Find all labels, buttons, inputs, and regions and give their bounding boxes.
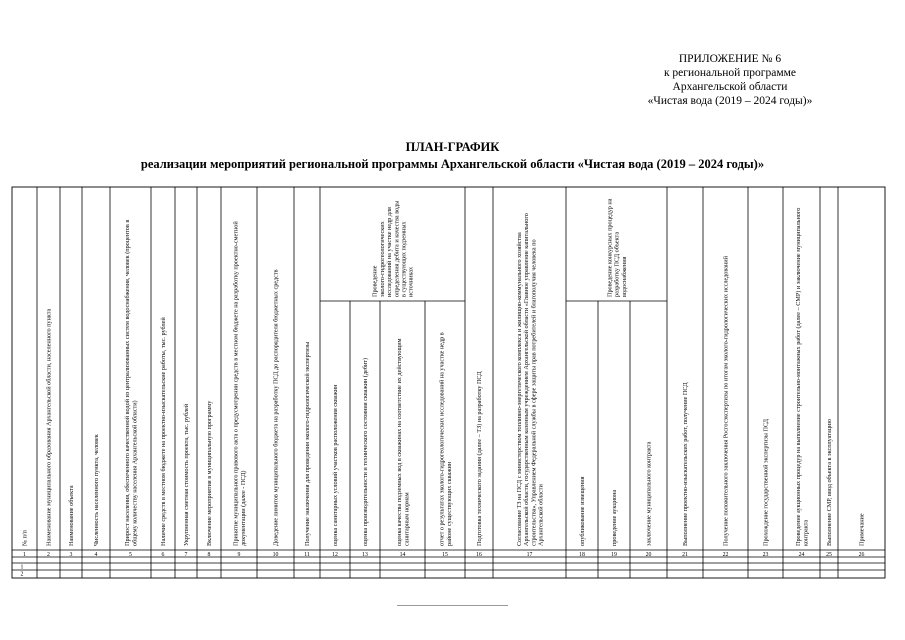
column-number: 3 [69, 551, 73, 558]
column-header-text: оценка производительности и технического состояния скважин (дебит) [362, 357, 370, 546]
column-header-text: опубликование извещения [579, 476, 587, 546]
column-number: 20 [645, 551, 652, 558]
appendix-line: ПРИЛОЖЕНИЕ № 6 [678, 53, 782, 65]
column-header-text: Принятие муниципального правового акта о предусмотрении средств в местном бюджете на разработку проектно-сметнойдокументации (далее - ПСД) [232, 221, 247, 546]
column-header-text: Укрупненная сметная стоимость проекта, тыс. рублей [183, 403, 191, 546]
column-number: 10 [272, 551, 279, 558]
column-number: 14 [399, 551, 406, 558]
column-number: 21 [682, 551, 688, 558]
group-header-eco: Проведениеэколого-гидрогеологическихисследований на участке недр дляопределения дебита и качества водыв существующих подземныхисточниках [371, 200, 415, 297]
appendix-line: Архангельской области [672, 81, 788, 93]
document-subtitle: реализации мероприятий региональной программы Архангельской области «Чистая вода (2019 – 2024 годы)» [140, 157, 765, 171]
column-number: 1 [23, 551, 26, 558]
column-header-text: № п/п [21, 530, 29, 546]
column-number: 8 [207, 551, 211, 558]
column-number: 19 [611, 551, 617, 558]
column-header-text: Выполнение проектно-изыскательских работ, получение ПСД [682, 382, 690, 546]
footer-line [397, 605, 508, 606]
row-number: 1 [20, 564, 24, 571]
column-number: 4 [94, 551, 98, 558]
column-header-text: заключение муниципального контракта [645, 441, 653, 546]
row-number: 2 [20, 571, 24, 578]
column-header-text: Проведение аукционных процедур на выполнение строительно-монтажных работ (далее – СМР) и заключение муниципальногоконтракта [795, 207, 810, 546]
column-number: 25 [826, 551, 832, 558]
column-number: 15 [442, 551, 448, 558]
appendix-line: к региональной программе [663, 67, 797, 79]
column-header-text: Согласование ТЗ на ПСД с министерством топливно-энергетического комплекса и жилищно-коммунального хозяйстваАрхангельской области, государственным казенным учреждением Архангельской области «Главное управление капитальногостроительства», Управлением Федеральной службы в сфере защиты прав потребителей и благополучия человека поАрхангельской области [515, 213, 545, 546]
column-header-text: Получение заключения для проведения эколого-гидрологической экспертизы [304, 341, 312, 546]
column-number: 26 [858, 551, 865, 558]
group-header-auction: Проведение конкурсных процедур наразработку ПСД объектаводоснабжения [606, 198, 628, 297]
column-header-text: отчет о результатах эколого-гидрогеологических исследований на участке недр врайоне существующих скважин [438, 332, 453, 546]
column-number: 11 [304, 551, 310, 558]
column-header-text: Примечание [858, 513, 866, 546]
column-number: 6 [161, 551, 165, 558]
column-header-text: Наименование муниципального образования Архангельской области, населенного пункта [45, 308, 53, 546]
column-number: 12 [332, 551, 338, 558]
column-header-text: Подготовка технического задания (далее – ТЗ) на разработку ПСД [476, 371, 484, 546]
appendix-line: «Чистая вода (2019 – 2024 годы)» [647, 95, 813, 107]
column-header-text: Выполнение СМР, ввод объекта в эксплуатацию [826, 419, 834, 546]
column-header-text: Численность населенного пункта, человек [93, 434, 101, 546]
column-header-text: Наименование объекта [68, 485, 76, 546]
column-header-text: оценка качества подземных вод в скважинах на соответствие их действующимсанитарным нормам [396, 338, 411, 546]
column-number: 5 [129, 551, 132, 558]
column-number: 22 [722, 551, 729, 558]
column-header-text: оценка санитарных условий участков расположения скважин [332, 384, 340, 546]
column-number: 2 [47, 551, 50, 558]
column-number: 18 [579, 551, 585, 558]
column-number: 7 [184, 551, 188, 558]
column-number: 16 [476, 551, 482, 558]
column-number: 9 [237, 551, 241, 558]
document-title: ПЛАН-ГРАФИК [405, 140, 500, 154]
column-number: 13 [362, 551, 368, 558]
column-number: 23 [762, 551, 769, 558]
column-number: 24 [798, 551, 805, 558]
column-header-text: проведение аукциона [611, 489, 619, 546]
column-header-text: Прирост населения, обеспеченного качественной водой из централизованных систем водоснабжения, человек (процентов вобщему количеству населения Архангельской области) [124, 219, 139, 546]
column-header-text: Включение мероприятия в муниципальную программу [206, 400, 214, 546]
column-number: 17 [526, 551, 533, 558]
column-header-text: Доведение лимитов муниципального бюджета на разработку ПСД до распорядителя бюджетных средств [272, 269, 280, 546]
column-header-text: Наличие средств в местном бюджете на проектно-изыскательские работы, тыс. рублей [160, 317, 168, 546]
column-header-text: Получение положительного заключения Росгосэкспертизы по итогам эколого-гидрологических исследований [722, 256, 730, 546]
column-header-text: Прохождение государственной экспертизы ПСД [762, 418, 770, 546]
